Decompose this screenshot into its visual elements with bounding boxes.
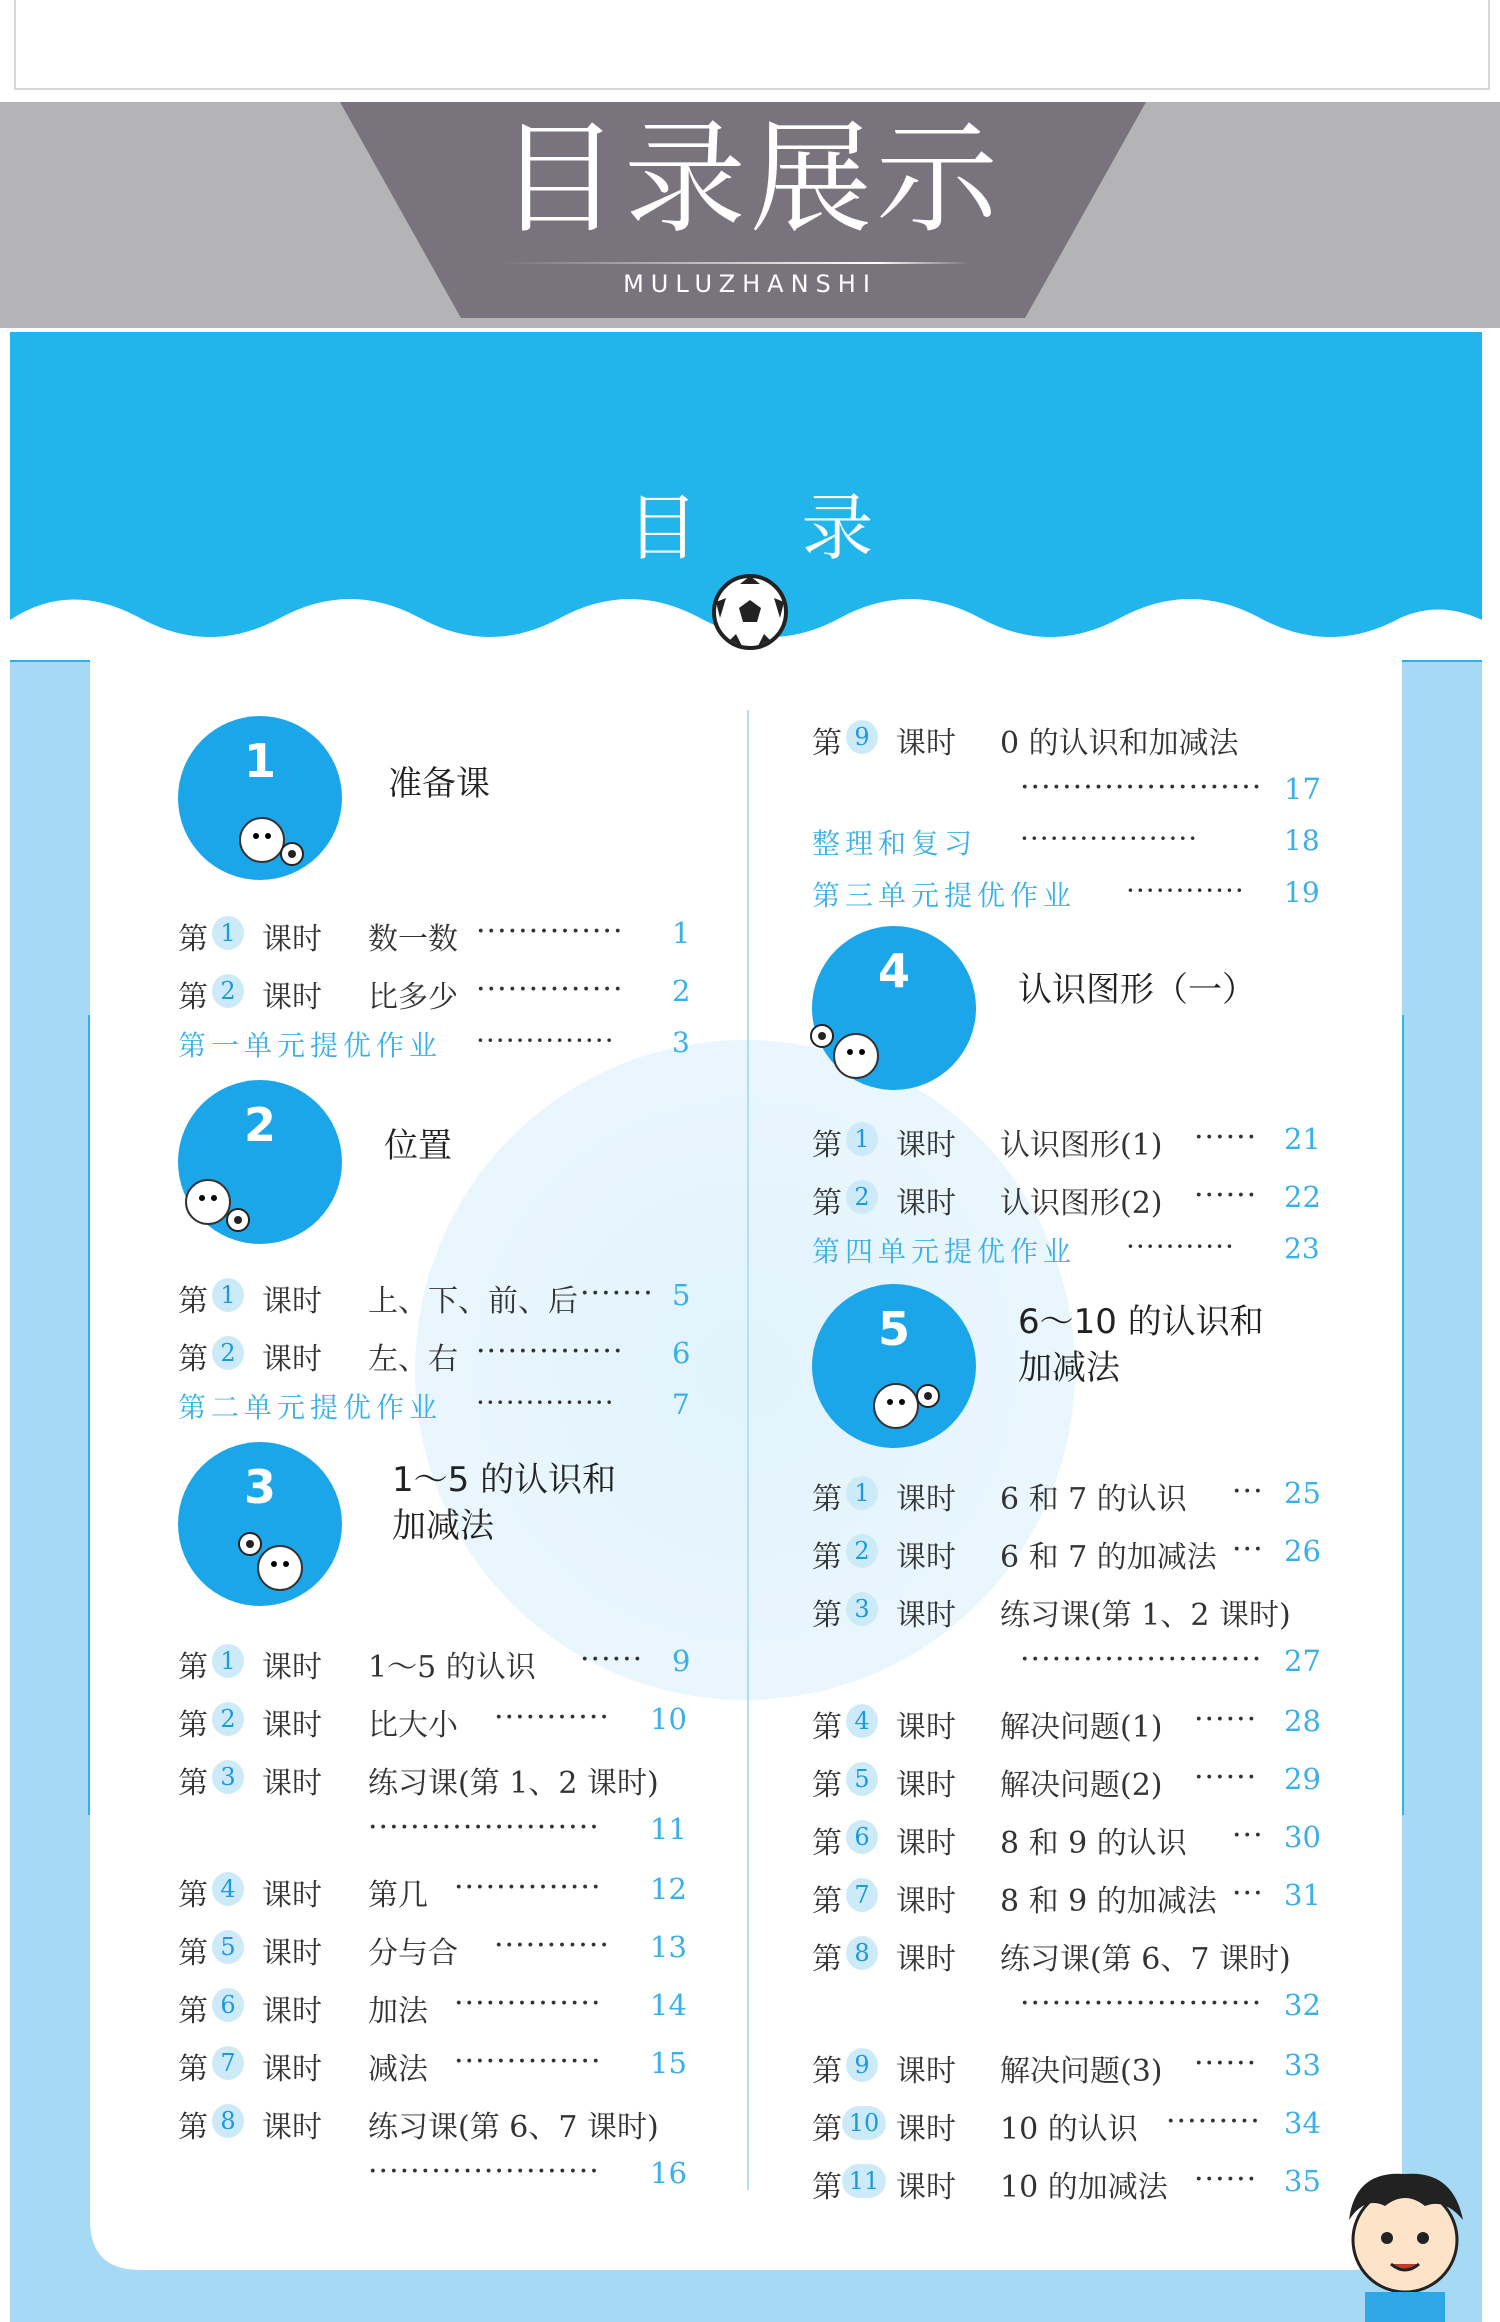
lesson-continuation	[368, 1810, 698, 1860]
lesson-number-badge: 9	[846, 720, 878, 754]
leader-dots: ···	[1232, 1474, 1264, 1509]
leader-dots: ······	[580, 1642, 644, 1677]
cartoon-boy-icon	[1349, 2174, 1463, 2322]
lesson-row[interactable]	[812, 2040, 1332, 2090]
unit-name-line: 6～10 的认识和	[1018, 1302, 1264, 1342]
lesson-number-badge: 8	[846, 1936, 878, 1970]
unit-3-name	[392, 1458, 616, 1550]
page-number: 19	[1284, 876, 1320, 909]
lesson-number-badge: 2	[846, 1180, 878, 1214]
leader-dots: ···········	[494, 1700, 610, 1735]
column-divider	[747, 710, 749, 2190]
page-number: 13	[650, 1930, 687, 1964]
lesson-prefix: 第	[812, 2054, 842, 2089]
lesson-number-badge: 5	[212, 1930, 244, 1964]
leader-dots: ······	[1194, 1760, 1258, 1795]
lesson-prefix: 第	[178, 1650, 208, 1685]
lesson-suffix: 课时	[896, 1186, 956, 1221]
lesson-number-badge: 5	[846, 1762, 878, 1796]
leader-dots: ···········	[1126, 1230, 1235, 1263]
lesson-title: 分与合	[368, 1936, 458, 1971]
page-number: 26	[1284, 1534, 1321, 1568]
leader-dots: ············	[1126, 874, 1245, 907]
lesson-number-badge: 2	[212, 1336, 244, 1370]
lesson-suffix: 课时	[896, 1826, 956, 1861]
lesson-number-badge: 3	[846, 1592, 878, 1626]
lesson-suffix: 课时	[262, 1936, 322, 1971]
lesson-title: 比大小	[368, 1708, 458, 1743]
lesson-prefix: 第	[178, 2110, 208, 2145]
page-number: 12	[650, 1872, 687, 1906]
lesson-prefix: 第	[812, 2112, 842, 2147]
lesson-row[interactable]	[812, 1812, 1332, 1862]
page-number: 22	[1284, 1180, 1321, 1214]
unit-homework-row[interactable]	[178, 1386, 698, 1436]
lesson-title: 8 和 9 的认识	[1000, 1826, 1187, 1861]
lesson-title: 0 的认识和加减法	[1000, 726, 1239, 761]
lesson-title: 10 的认识	[1000, 2112, 1138, 2147]
leader-dots: ··············	[454, 2044, 602, 2079]
lesson-prefix: 第	[812, 1186, 842, 1221]
leader-dots: ··················	[1020, 822, 1199, 855]
dinosaur-mascot-icon	[810, 1016, 880, 1086]
lesson-number-badge: 4	[846, 1704, 878, 1738]
lesson-suffix: 课时	[262, 1878, 322, 1913]
lesson-row[interactable]	[178, 908, 698, 958]
lesson-suffix: 课时	[262, 1994, 322, 2029]
unit-2-name: 位置	[384, 1126, 452, 1166]
page-number: 31	[1284, 1878, 1321, 1912]
leader-dots: ······················	[368, 1810, 600, 1845]
unit-5-name	[1018, 1300, 1264, 1392]
lesson-title: 6 和 7 的加减法	[1000, 1540, 1217, 1575]
unit-number: 3	[243, 1460, 276, 1514]
lesson-number-badge: 8	[212, 2104, 244, 2138]
leader-dots: ··············	[476, 1334, 624, 1369]
lesson-title: 上、下、前、后	[368, 1284, 578, 1319]
lesson-prefix: 第	[178, 1342, 208, 1377]
page-number: 5	[672, 1278, 691, 1312]
lesson-prefix: 第	[178, 1766, 208, 1801]
lesson-number-badge: 6	[846, 1820, 878, 1854]
lesson-row[interactable]	[178, 1980, 698, 2030]
lesson-suffix: 课时	[262, 2110, 322, 2145]
lesson-prefix: 第	[812, 1128, 842, 1163]
lesson-title: 左、右	[368, 1342, 458, 1377]
leader-dots: ··············	[476, 1024, 615, 1057]
lesson-prefix: 第	[178, 2052, 208, 2087]
lesson-title: 8 和 9 的加减法	[1000, 1884, 1217, 1919]
lesson-row[interactable]	[178, 2038, 698, 2088]
lesson-title: 练习课(第 6、7 课时)	[1000, 1942, 1291, 1977]
page-number: 17	[1284, 772, 1321, 806]
lesson-row[interactable]	[812, 1754, 1332, 1804]
page-number: 21	[1284, 1122, 1321, 1156]
lesson-number-badge: 1	[846, 1122, 878, 1156]
page-number: 35	[1284, 2164, 1321, 2198]
lesson-prefix: 第	[178, 1878, 208, 1913]
lesson-suffix: 课时	[896, 1884, 956, 1919]
lesson-row[interactable]	[812, 712, 1332, 762]
page-number: 14	[650, 1988, 687, 2022]
unit-name-line: 加减法	[392, 1505, 494, 1546]
lesson-continuation	[1020, 770, 1320, 820]
lesson-prefix: 第	[812, 1884, 842, 1919]
lesson-title: 解决问题(1)	[1000, 1710, 1163, 1745]
dinosaur-mascot-icon	[236, 1530, 306, 1600]
page-number: 16	[650, 2156, 687, 2190]
lesson-row[interactable]	[178, 1636, 698, 1686]
lesson-number-badge: 3	[212, 1760, 244, 1794]
lesson-title: 减法	[368, 2052, 428, 2087]
soccer-ball-icon	[714, 576, 786, 648]
lesson-suffix: 课时	[262, 980, 322, 1015]
page-number: 3	[672, 1026, 690, 1059]
unit-name-line: 加减法	[1018, 1347, 1120, 1388]
lesson-title: 认识图形(2)	[1000, 1186, 1163, 1221]
lesson-row[interactable]	[812, 1870, 1332, 1920]
lesson-suffix: 课时	[896, 1540, 956, 1575]
lesson-prefix: 第	[178, 1708, 208, 1743]
lesson-row[interactable]	[178, 1752, 698, 1802]
lesson-number-badge: 4	[212, 1872, 244, 1906]
lesson-number-badge: 7	[212, 2046, 244, 2080]
dinosaur-mascot-icon	[182, 1168, 252, 1238]
lesson-row[interactable]	[812, 1928, 1332, 1978]
lesson-row[interactable]	[178, 966, 698, 1016]
lesson-number-badge: 6	[212, 1988, 244, 2022]
leader-dots: ·········	[1166, 2104, 1261, 2139]
leader-dots: ······················	[368, 2154, 600, 2189]
lesson-title: 练习课(第 6、7 课时)	[368, 2110, 659, 2145]
page-number: 11	[650, 1812, 687, 1846]
homework-title: 第一单元提优作业	[178, 1029, 443, 1062]
lesson-prefix: 第	[812, 1710, 842, 1745]
leader-dots: ·······················	[1020, 1986, 1263, 2021]
leader-dots: ···	[1232, 1532, 1264, 1567]
lesson-suffix: 课时	[896, 1598, 956, 1633]
lesson-continuation	[368, 2154, 698, 2204]
lesson-prefix: 第	[812, 1826, 842, 1861]
lesson-title: 解决问题(3)	[1000, 2054, 1163, 2089]
lesson-row[interactable]	[178, 2096, 698, 2146]
lesson-title: 数一数	[368, 922, 458, 957]
leader-dots: ···	[1232, 1876, 1264, 1911]
unit-number: 4	[877, 944, 910, 998]
lesson-row[interactable]	[178, 1922, 698, 1972]
lesson-row[interactable]	[812, 1468, 1332, 1518]
unit-1-name: 准备课	[388, 764, 490, 804]
lesson-number-badge: 1	[846, 1476, 878, 1510]
page-number: 34	[1284, 2106, 1321, 2140]
homework-title: 第三单元提优作业	[812, 879, 1077, 912]
leader-dots: ·······················	[1020, 770, 1263, 805]
lesson-suffix: 课时	[896, 1482, 956, 1517]
lesson-suffix: 课时	[896, 1942, 956, 1977]
lesson-suffix: 课时	[896, 726, 956, 761]
lesson-row[interactable]	[178, 1864, 698, 1914]
leader-dots: ·······	[580, 1276, 654, 1311]
page-number: 30	[1284, 1820, 1321, 1854]
banner-title: 目录展示	[498, 108, 1002, 250]
lesson-row[interactable]	[812, 1114, 1332, 1164]
page-number: 29	[1284, 1762, 1321, 1796]
lesson-suffix: 课时	[262, 1342, 322, 1377]
unit-number: 1	[243, 734, 276, 788]
lesson-row[interactable]	[178, 1328, 698, 1378]
homework-title: 第四单元提优作业	[812, 1235, 1077, 1268]
page-number: 9	[672, 1644, 691, 1678]
lesson-suffix: 课时	[262, 1708, 322, 1743]
page-number: 6	[672, 1336, 691, 1370]
lesson-number-badge: 9	[846, 2048, 878, 2082]
review-title: 整理和复习	[812, 827, 978, 860]
lesson-title: 练习课(第 1、2 课时)	[1000, 1598, 1291, 1633]
page-number: 32	[1284, 1988, 1321, 2022]
dinosaur-mascot-icon	[236, 806, 306, 876]
lesson-prefix: 第	[178, 1284, 208, 1319]
lesson-suffix: 课时	[262, 1284, 322, 1319]
lesson-suffix: 课时	[262, 2052, 322, 2087]
leader-dots: ··············	[476, 972, 624, 1007]
lesson-number-badge: 10	[842, 2106, 886, 2140]
lesson-row[interactable]	[812, 1526, 1332, 1576]
page-number: 1	[672, 916, 691, 950]
page-number: 28	[1284, 1704, 1321, 1738]
lesson-prefix: 第	[812, 1598, 842, 1633]
page-number: 7	[672, 1388, 690, 1421]
lesson-title: 解决问题(2)	[1000, 1768, 1163, 1803]
lesson-title: 比多少	[368, 980, 458, 1015]
leader-dots: ······	[1194, 1120, 1258, 1155]
page-number: 15	[650, 2046, 687, 2080]
lesson-prefix: 第	[812, 1942, 842, 1977]
lesson-suffix: 课时	[896, 2170, 956, 2205]
unit-number: 5	[877, 1302, 910, 1356]
page-number: 2	[672, 974, 691, 1008]
lesson-title: 练习课(第 1、2 课时)	[368, 1766, 659, 1801]
lesson-prefix: 第	[812, 726, 842, 761]
leader-dots: ··············	[454, 1870, 602, 1905]
leader-dots: ······	[1194, 2046, 1258, 2081]
page-number: 25	[1284, 1476, 1321, 1510]
lesson-title: 10 的加减法	[1000, 2170, 1168, 2205]
lesson-number-badge: 2	[846, 1534, 878, 1568]
unit-4-name: 认识图形（一）	[1018, 970, 1256, 1010]
page-title: 目 录	[626, 486, 914, 570]
unit-name-line: 1～5 的认识和	[392, 1460, 617, 1500]
lesson-suffix: 课时	[896, 1710, 956, 1745]
page-number: 18	[1284, 824, 1320, 857]
lesson-prefix: 第	[812, 1482, 842, 1517]
lesson-title: 认识图形(1)	[1000, 1128, 1163, 1163]
unit-number: 2	[243, 1098, 276, 1152]
banner-subtitle: MULUZHANSHI	[623, 270, 877, 298]
leader-dots: ··············	[454, 1986, 602, 2021]
lesson-title: 第几	[368, 1878, 428, 1913]
page-number: 33	[1284, 2048, 1321, 2082]
leader-dots: ······	[1194, 1178, 1258, 1213]
leader-dots: ···	[1232, 1818, 1264, 1853]
lesson-continuation	[1020, 1986, 1320, 2036]
leader-dots: ··············	[476, 914, 624, 949]
lesson-row[interactable]	[178, 1270, 698, 1320]
homework-title: 第二单元提优作业	[178, 1391, 443, 1424]
leader-dots: ···········	[494, 1928, 610, 1963]
lesson-number-badge: 1	[212, 916, 244, 950]
unit-homework-row[interactable]	[812, 874, 1332, 924]
leader-dots: ·······················	[1020, 1642, 1263, 1677]
lesson-row[interactable]	[812, 2156, 1332, 2206]
lesson-suffix: 课时	[896, 1768, 956, 1803]
lesson-number-badge: 7	[846, 1878, 878, 1912]
review-row[interactable]	[812, 822, 1332, 872]
lesson-number-badge: 1	[212, 1278, 244, 1312]
lesson-suffix: 课时	[262, 1650, 322, 1685]
lesson-number-badge: 2	[212, 974, 244, 1008]
lesson-suffix: 课时	[896, 1128, 956, 1163]
lesson-suffix: 课时	[262, 922, 322, 957]
lesson-row[interactable]	[812, 1584, 1332, 1634]
lesson-prefix: 第	[178, 1936, 208, 1971]
lesson-suffix: 课时	[262, 1766, 322, 1801]
lesson-row[interactable]	[178, 1694, 698, 1744]
lesson-number-badge: 11	[842, 2164, 886, 2198]
page-number: 27	[1284, 1644, 1321, 1678]
page-number: 23	[1284, 1232, 1320, 1265]
lesson-continuation	[1020, 1642, 1320, 1692]
lesson-row[interactable]	[812, 1696, 1332, 1746]
lesson-number-badge: 2	[212, 1702, 244, 1736]
lesson-title: 加法	[368, 1994, 428, 2029]
leader-dots: ··············	[476, 1386, 615, 1419]
lesson-prefix: 第	[178, 1994, 208, 2029]
lesson-number-badge: 1	[212, 1644, 244, 1678]
unit-homework-row[interactable]	[178, 1024, 698, 1074]
unit-homework-row[interactable]	[812, 1230, 1332, 1280]
lesson-row[interactable]	[812, 2098, 1332, 2148]
dinosaur-mascot-icon	[870, 1372, 940, 1442]
page-number: 10	[650, 1702, 687, 1736]
lesson-suffix: 课时	[896, 2054, 956, 2089]
lesson-title: 6 和 7 的认识	[1000, 1482, 1187, 1517]
lesson-prefix: 第	[812, 1540, 842, 1575]
lesson-row[interactable]	[812, 1172, 1332, 1222]
lesson-prefix: 第	[178, 922, 208, 957]
lesson-suffix: 课时	[896, 2112, 956, 2147]
lesson-prefix: 第	[812, 2170, 842, 2205]
lesson-prefix: 第	[812, 1768, 842, 1803]
lesson-title: 1～5 的认识	[368, 1650, 536, 1685]
lesson-prefix: 第	[178, 980, 208, 1015]
leader-dots: ······	[1194, 2162, 1258, 2197]
leader-dots: ······	[1194, 1702, 1258, 1737]
